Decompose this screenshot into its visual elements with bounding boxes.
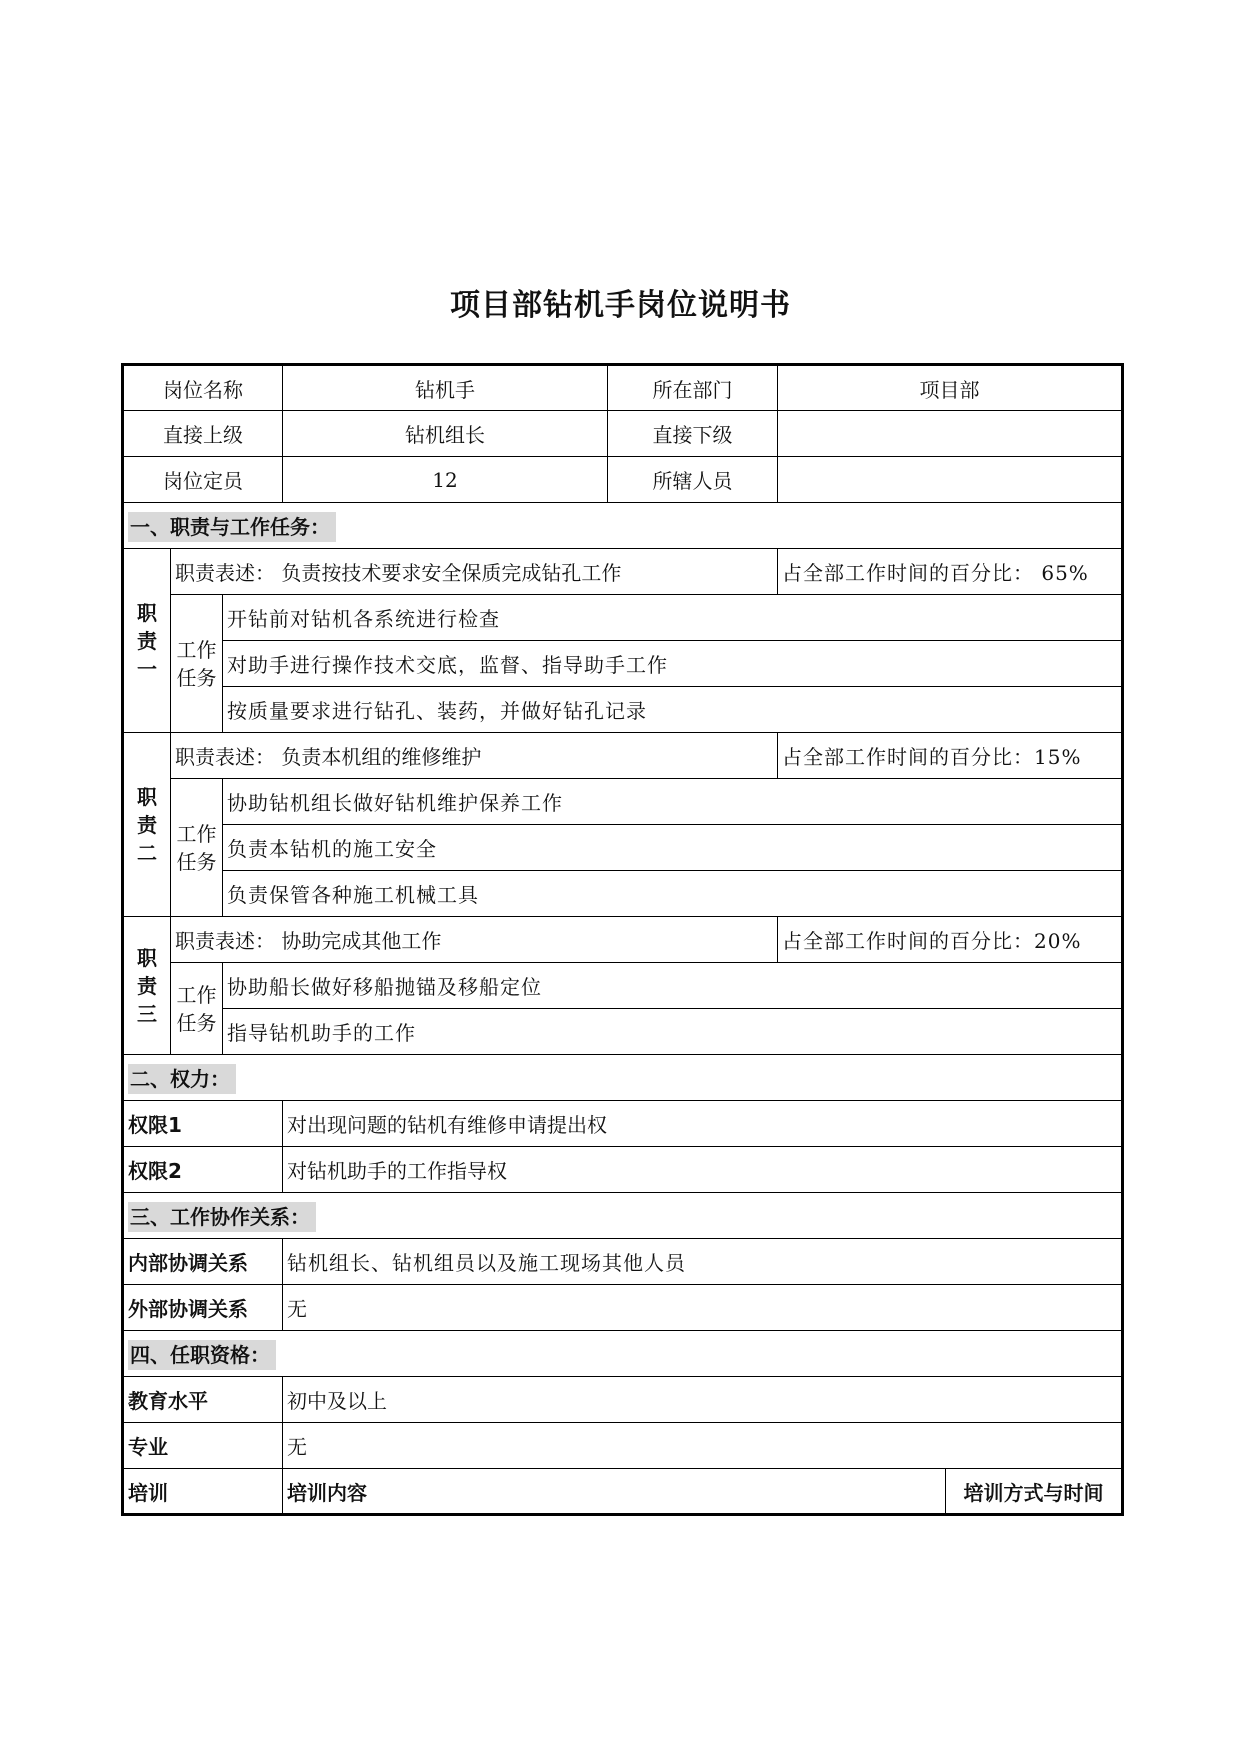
headcount-label: 岗位定员	[123, 457, 283, 503]
relation-external-value: 无	[283, 1285, 1123, 1331]
post-name-value: 钻机手	[283, 365, 608, 411]
education-label: 教育水平	[123, 1377, 283, 1423]
relation-internal-label: 内部协调关系	[123, 1239, 283, 1285]
authority-1-value: 对出现问题的钻机有维修申请提出权	[283, 1101, 1123, 1147]
managed-value	[778, 457, 1123, 503]
section-duties-header: 一、职责与工作任务：	[123, 503, 1123, 549]
row-post-name	[123, 365, 1123, 411]
superior-value: 钻机组长	[283, 411, 608, 457]
duty-3-name: 职 责 三	[123, 917, 171, 1055]
headcount-value: 12	[283, 457, 608, 503]
job-description-table	[121, 363, 1124, 1516]
major-label: 专业	[123, 1423, 283, 1469]
subordinate-value	[778, 411, 1123, 457]
duty-3-desc: 职责表述： 协助完成其他工作	[171, 917, 778, 963]
duty-2-task-1: 协助钻机组长做好钻机维护保养工作	[223, 779, 1123, 825]
dept-value: 项目部	[778, 365, 1123, 411]
training-label: 培训	[123, 1469, 283, 1515]
section-qualifications-header: 四、任职资格：	[123, 1331, 1123, 1377]
duty-3-pct: 占全部工作时间的百分比：20%	[778, 917, 1123, 963]
training-content-header: 培训内容	[283, 1469, 946, 1515]
authority-1-label: 权限1	[123, 1101, 283, 1147]
duty-1-task-1: 开钻前对钻机各系统进行检查	[223, 595, 1123, 641]
post-name-label: 岗位名称	[123, 365, 283, 411]
training-method-header: 培训方式与时间	[946, 1469, 1123, 1515]
section-qualifications	[123, 1331, 1123, 1377]
duty-1-desc-row	[123, 549, 1123, 595]
row-headcount	[123, 457, 1123, 503]
section-authority-header: 二、权力：	[123, 1055, 1123, 1101]
superior-label: 直接上级	[123, 411, 283, 457]
duty-3-desc-row	[123, 917, 1123, 963]
section-relations-header: 三、工作协作关系：	[123, 1193, 1123, 1239]
duty-3-task-1: 协助船长做好移船抛锚及移船定位	[223, 963, 1123, 1009]
duty-2-pct: 占全部工作时间的百分比：15%	[778, 733, 1123, 779]
duty-3-task-label: 工作 任务	[171, 963, 223, 1055]
authority-2-label: 权限2	[123, 1147, 283, 1193]
duty-3-task-2: 指导钻机助手的工作	[223, 1009, 1123, 1055]
duty-1-name: 职 责 一	[123, 549, 171, 733]
section-authority	[123, 1055, 1123, 1101]
subordinate-label: 直接下级	[608, 411, 778, 457]
duty-2-desc: 职责表述： 负责本机组的维修维护	[171, 733, 778, 779]
relation-internal-value: 钻机组长、钻机组员以及施工现场其他人员	[283, 1239, 1123, 1285]
duty-1-pct: 占全部工作时间的百分比： 65%	[778, 549, 1123, 595]
duty-1-desc: 职责表述： 负责按技术要求安全保质完成钻孔工作	[171, 549, 778, 595]
section-relations	[123, 1193, 1123, 1239]
duty-2-task-3: 负责保管各种施工机械工具	[223, 871, 1123, 917]
duty-1-task-label: 工作 任务	[171, 595, 223, 733]
dept-label: 所在部门	[608, 365, 778, 411]
major-value: 无	[283, 1423, 1123, 1469]
duty-2-desc-row	[123, 733, 1123, 779]
document-title: 项目部钻机手岗位说明书	[450, 288, 791, 323]
section-duties	[123, 503, 1123, 549]
duty-2-task-2: 负责本钻机的施工安全	[223, 825, 1123, 871]
duty-2-name: 职 责 二	[123, 733, 171, 917]
managed-label: 所辖人员	[608, 457, 778, 503]
duty-1-task-2: 对助手进行操作技术交底，监督、指导助手工作	[223, 641, 1123, 687]
education-value: 初中及以上	[283, 1377, 1123, 1423]
duty-1-task-3: 按质量要求进行钻孔、装药，并做好钻孔记录	[223, 687, 1123, 733]
duty-2-task-label: 工作 任务	[171, 779, 223, 917]
relation-external-label: 外部协调关系	[123, 1285, 283, 1331]
authority-2-value: 对钻机助手的工作指导权	[283, 1147, 1123, 1193]
row-superior	[123, 411, 1123, 457]
